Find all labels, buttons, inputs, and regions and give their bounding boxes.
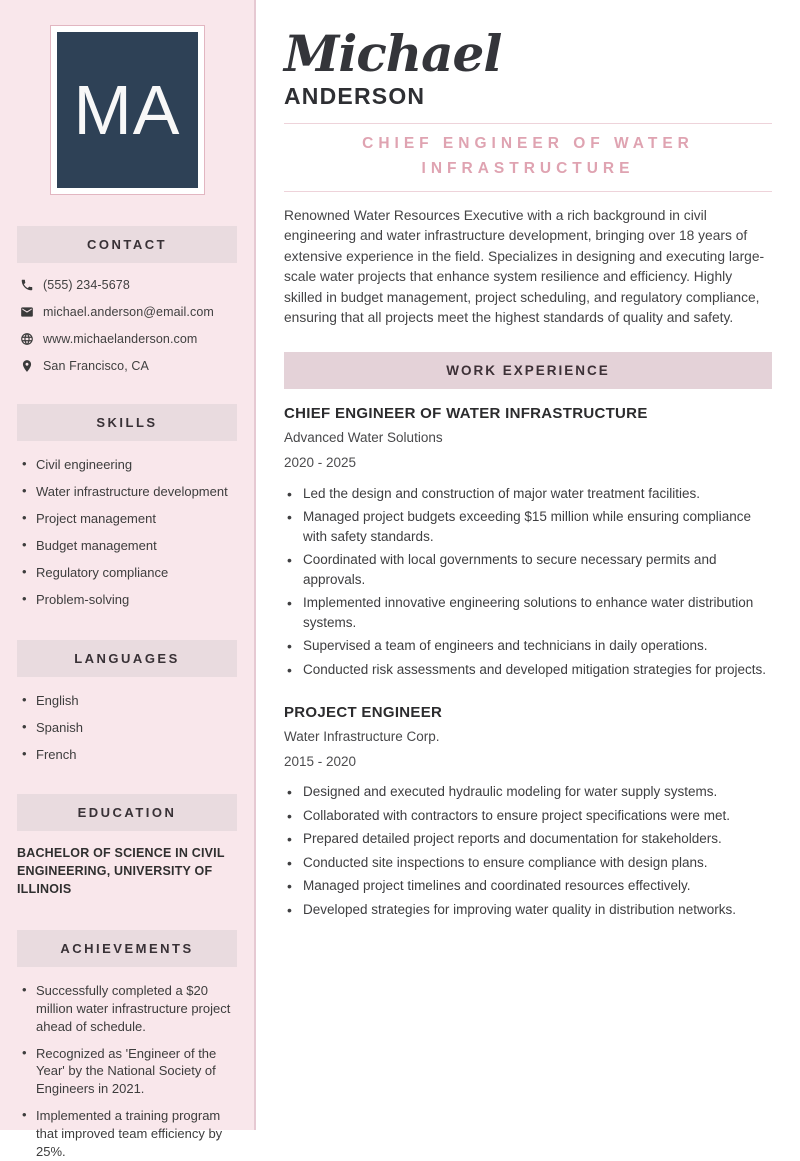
- job-entry-project-engineer: [284, 703, 772, 920]
- skills-section: [17, 404, 237, 609]
- first-name: Michael: [284, 24, 502, 83]
- job-bullet: • Coordinated with local governments to secure necessary permits and approvals.: [284, 550, 772, 589]
- profile-photo-placeholder: [50, 25, 205, 195]
- contact-item-phone: [20, 278, 234, 292]
- skills-section-header: SKILLS: [17, 404, 237, 441]
- profile-monogram-box: [57, 32, 198, 188]
- job-bullet: • Conducted risk assessments and developed mitigation strategies for projects.: [284, 660, 772, 680]
- job-title: PROJECT ENGINEER: [284, 703, 443, 721]
- sidebar: [0, 0, 256, 1160]
- job-title: CHIEF ENGINEER OF WATER INFRASTRUCTURE: [284, 404, 648, 422]
- language-item: • English: [21, 692, 237, 710]
- job-bullet: • Collaborated with contractors to ensure project specifications were met.: [284, 806, 772, 826]
- job-company: Advanced Water Solutions: [284, 430, 443, 446]
- contact-item-location: [20, 359, 234, 373]
- languages-section-header: LANGUAGES: [17, 640, 237, 677]
- skills-list: [17, 456, 237, 609]
- contact-phone-value: (555) 234-5678: [43, 278, 130, 292]
- job-bullet-list: [284, 484, 772, 680]
- job-bullet: • Designed and executed hydraulic modeling for water supply systems.: [284, 782, 772, 802]
- skill-item: • Problem-solving: [21, 591, 237, 609]
- achievement-item: • Implemented a training program that improved team efficiency by 25%.: [21, 1107, 237, 1161]
- skill-item: • Budget management: [21, 537, 237, 555]
- contact-section: [17, 226, 237, 373]
- achievements-section: [17, 930, 237, 1161]
- languages-list: [17, 692, 237, 764]
- job-bullet: • Supervised a team of engineers and technicians in daily operations.: [284, 636, 772, 656]
- contact-section-header: CONTACT: [17, 226, 237, 263]
- achievements-list: [17, 982, 237, 1161]
- education-section: [17, 794, 237, 898]
- skill-item: • Civil engineering: [21, 456, 237, 474]
- email-icon: [20, 305, 34, 319]
- contact-email-value: michael.anderson@email.com: [43, 305, 214, 319]
- achievement-item: • Recognized as 'Engineer of the Year' by the National Society of Engineers in 2021.: [21, 1045, 237, 1099]
- languages-section: [17, 640, 237, 764]
- skill-item: • Water infrastructure development: [21, 483, 237, 501]
- job-dates: 2020 - 2025: [284, 454, 357, 470]
- job-dates: 2015 - 2020: [284, 753, 357, 769]
- job-bullet: • Prepared detailed project reports and documentation for stakeholders.: [284, 829, 772, 849]
- education-degree: BACHELOR OF SCIENCE IN CIVIL ENGINEERING, UNIVERSITY OF ILLINOIS: [17, 846, 225, 896]
- job-bullet: • Conducted site inspections to ensure compliance with design plans.: [284, 853, 772, 873]
- education-section-header: EDUCATION: [17, 794, 237, 831]
- main-column: [256, 0, 800, 1130]
- language-item: • Spanish: [21, 719, 237, 737]
- profile-summary: Renowned Water Resources Executive with a rich background in civil engineering and water infrastructure development, bringing over 18 years of extensive experience in the field. Specializes in designing and executing large-scale water projects that enhance system resilience and efficiency. Highly skilled in budget management, project scheduling, and regulatory compliance, ensuring that all projects meet the highest standards of quality and safety.: [284, 207, 765, 326]
- phone-icon: [20, 278, 34, 292]
- contact-item-website: [20, 332, 234, 346]
- location-icon: [20, 359, 34, 373]
- skill-item: • Project management: [21, 510, 237, 528]
- job-bullet: • Implemented innovative engineering solutions to enhance water distribution systems.: [284, 593, 772, 632]
- contact-item-email: [20, 305, 234, 319]
- job-bullet: • Led the design and construction of major water treatment facilities.: [284, 484, 772, 504]
- job-title-block: [284, 123, 772, 192]
- page-title: CHIEF ENGINEER OF WATER INFRASTRUCTURE: [362, 134, 694, 178]
- contact-location-value: San Francisco, CA: [43, 359, 149, 373]
- job-bullet: • Managed project timelines and coordinated resources effectively.: [284, 876, 772, 896]
- website-icon: [20, 332, 34, 346]
- job-company: Water Infrastructure Corp.: [284, 729, 440, 745]
- profile-initials: MA: [73, 71, 181, 149]
- work-experience-header: WORK EXPERIENCE: [284, 352, 772, 389]
- contact-list: [17, 278, 237, 373]
- skill-item: • Regulatory compliance: [21, 564, 237, 582]
- last-name: ANDERSON: [284, 82, 426, 109]
- contact-website-value: www.michaelanderson.com: [43, 332, 198, 346]
- language-item: • French: [21, 746, 237, 764]
- achievement-item: • Successfully completed a $20 million water infrastructure project ahead of schedule.: [21, 982, 237, 1036]
- achievements-section-header: ACHIEVEMENTS: [17, 930, 237, 967]
- job-bullet-list: [284, 782, 772, 919]
- job-bullet: • Managed project budgets exceeding $15 million while ensuring compliance with safety standards.: [284, 507, 772, 546]
- job-entry-chief-engineer: [284, 404, 772, 680]
- job-bullet: • Developed strategies for improving water quality in distribution networks.: [284, 900, 772, 920]
